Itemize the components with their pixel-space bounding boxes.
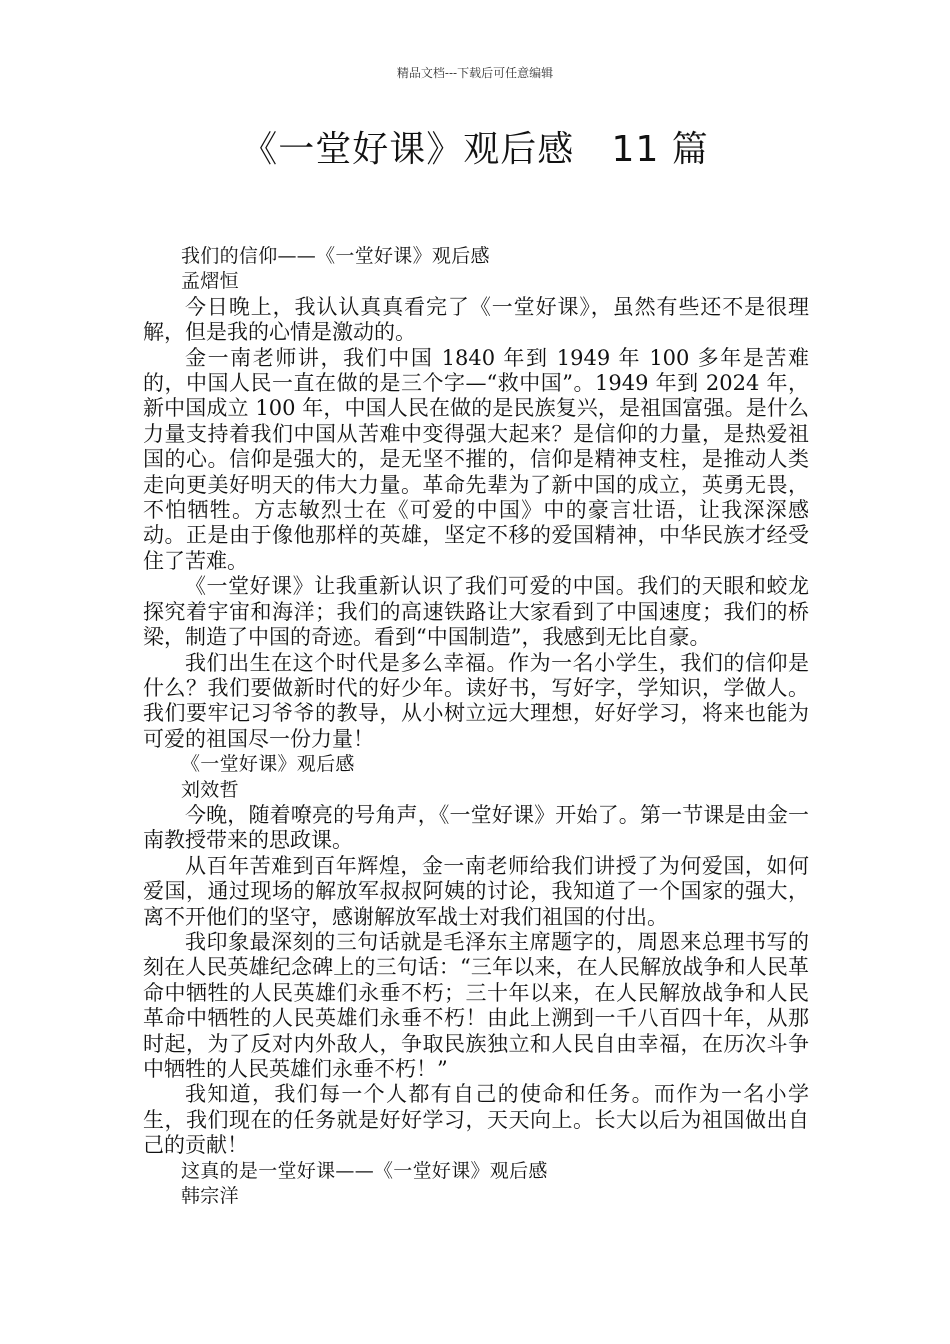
essay-3-author: 韩宗洋 xyxy=(181,1185,239,1208)
paragraph: 从百年苦难到百年辉煌，金一南老师给我们讲授了为何爱国，如何爱国，通过现场的解放军叔叔阿姨的讨论，我知道了一个国家的强大，离不开他们的坚守，感谢解放军战士对我们祖国的付出。 xyxy=(143,853,809,929)
essay-3-title: 这真的是一堂好课——《一堂好课》观后感 xyxy=(181,1159,548,1182)
document-title: 《一堂好课》观后感 11 篇 xyxy=(241,129,709,170)
paragraph: 我们出生在这个时代是多么幸福。作为一名小学生，我们的信仰是什么？我们要做新时代的好少年。读好书，写好字，学知识，学做人。我们要牢记习爷爷的教导，从小树立远大理想，好好学习，将来也能为可爱的祖国尽一份力量！ xyxy=(143,650,809,751)
paragraph: 今晚，随着嘹亮的号角声，《一堂好课》开始了。第一节课是由金一南教授带来的思政课。 xyxy=(143,802,809,853)
document-body xyxy=(143,244,809,1209)
page-header-watermark: 精品文档---下载后可任意编辑 xyxy=(396,66,554,80)
essay-2-author: 刘效哲 xyxy=(181,778,239,801)
essay-1-title: 我们的信仰——《一堂好课》观后感 xyxy=(181,245,490,267)
essay-2-title: 《一堂好课》观后感 xyxy=(181,753,355,776)
essay-1-author: 孟熠恒 xyxy=(181,270,239,293)
paragraph: 我印象最深刻的三句话就是毛泽东主席题字的，周恩来总理书写的刻在人民英雄纪念碑上的三句话：“三年以来，在人民解放战争和人民革命中牺牲的人民英雄们永垂不朽；三十年以来，在人民解放战争和人民革命中牺牲的人民英雄们永垂不朽！由此上溯到一千八百四十年，从那时起，为了反对内外敌人，争取民族独立和人民自由幸福，在历次斗争中牺牲的人民英雄们永垂不朽！” xyxy=(143,929,809,1081)
paragraph: 今日晚上，我认认真真看完了《一堂好课》，虽然有些还不是很理解，但是我的心情是激动的。 xyxy=(143,294,809,345)
paragraph: 《一堂好课》让我重新认识了我们可爱的中国。我们的天眼和蛟龙探究着宇宙和海洋；我们的高速铁路让大家看到了中国速度；我们的桥梁，制造了中国的奇迹。看到“中国制造”，我感到无比自豪。 xyxy=(143,574,809,650)
paragraph: 金一南老师讲，我们中国 1840 年到 1949 年 100 多年是苦难的，中国人民一直在做的是三个字—“救中国”。1949 年到 2024 年，新中国成立 100 年，中国人民在做的是民族复兴，是祖国富强。是什么力量支持着我们中国从苦难中变得强大起来？是信仰的力量，是热爱祖国的心。信仰是强大的，是无坚不摧的，信仰是精神支柱，是推动人类走向更美好明天的伟大力量。革命先辈为了新中国的成立，英勇无畏，不怕牺牲。方志敏烈士在《可爱的中国》中的豪言壮语，让我深深感动。正是由于像他那样的英雄，坚定不移的爱国精神，中华民族才经受住了苦难。 xyxy=(143,345,809,573)
paragraph: 我知道，我们每一个人都有自己的使命和任务。而作为一名小学生，我们现在的任务就是好好学习，天天向上。长大以后为祖国做出自己的贡献！ xyxy=(143,1082,809,1158)
